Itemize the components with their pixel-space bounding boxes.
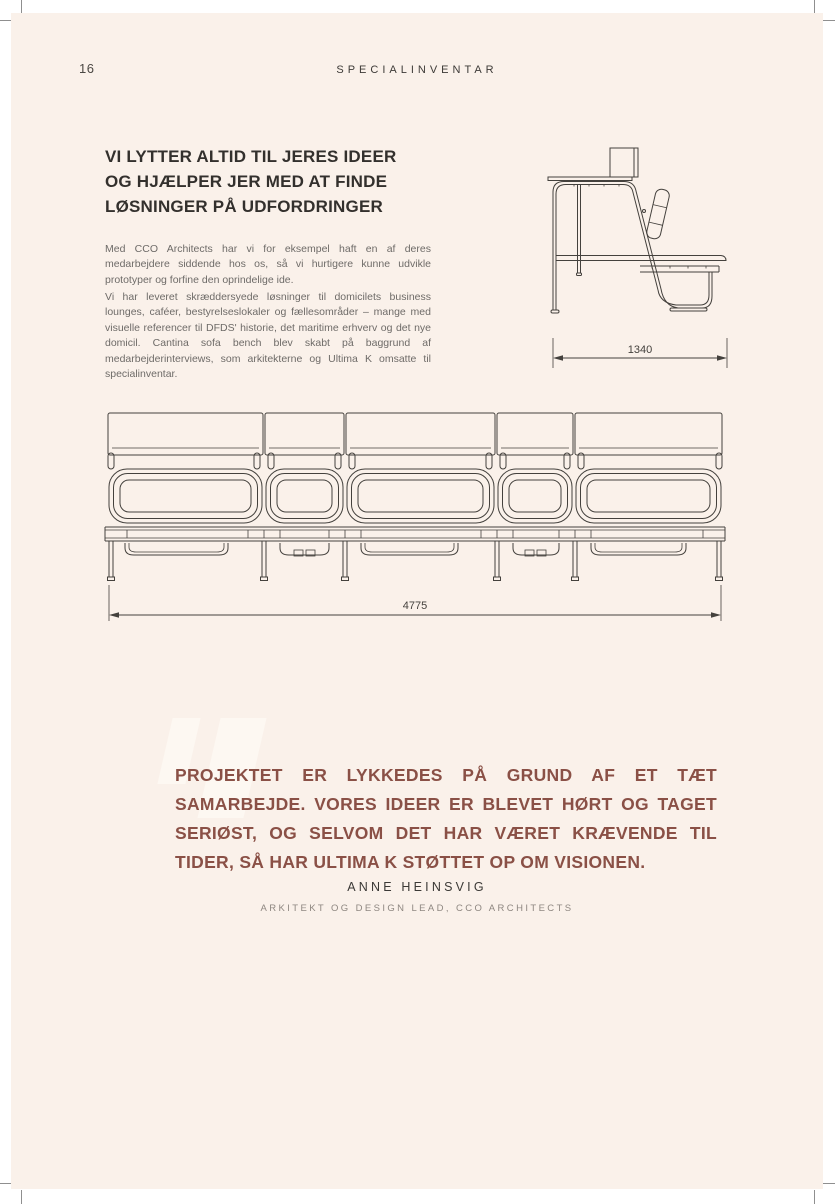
- backrest-pad: [646, 188, 671, 240]
- heading-line: OG HJÆLPER JER MED AT FINDE: [105, 172, 388, 191]
- dimension-label-4775: 4775: [402, 600, 428, 612]
- body-paragraph: Vi har leveret skræddersyede løsninger til domicilets business lounges, caféer, bestyrelseslokaler og fællesområder – mange med visuelle referencer til DFDS' historie, det maritime erhverv og det nye domicil. Cantina sofa bench blev skabt på baggrund af medarbejderinterviews, som arkitekterne og Ultima K omsatte til specialinventar.: [105, 290, 431, 380]
- pull-quote: PROJEKTET ER LYKKEDES PÅ GRUND AF ET TÆT SAMARBEJDE. VORES IDEER ER BLEVET HØRT OG TAGET SERIØST, OG SELVOM DET HAR VÆRET KRÆVENDE TIL TIDER, SÅ HAR ULTIMA K STØTTET OP OM VISIONEN.: [175, 764, 717, 872]
- side-elevation-drawing: [540, 140, 740, 380]
- crop-mark: [814, 1190, 815, 1204]
- crop-mark: [814, 0, 815, 14]
- page-sheet: [11, 13, 823, 1189]
- quote-author: ANNE HEINSVIG: [347, 880, 487, 894]
- crop-mark: [21, 1190, 22, 1204]
- quote-author-role: ARKITEKT OG DESIGN LEAD, CCO ARCHITECTS: [260, 903, 574, 914]
- heading-line: LØSNINGER PÅ UDFORDRINGER: [105, 197, 383, 216]
- dimension-label-1340: 1340: [627, 344, 653, 356]
- page-number: 16: [79, 61, 95, 76]
- body-paragraph: Med CCO Architects har vi for eksempel haft en af deres medarbejdere siddende hos os, så vi hurtigere kunne udvikle prototyper og forfine den oprindelige ide.: [105, 242, 431, 286]
- crop-mark: [21, 0, 22, 14]
- front-elevation-drawing: [100, 405, 730, 635]
- heading-line: VI LYTTER ALTID TIL JERES IDEER: [105, 147, 397, 166]
- article-heading: [105, 144, 465, 219]
- section-title: SPECIALINVENTAR: [336, 64, 498, 76]
